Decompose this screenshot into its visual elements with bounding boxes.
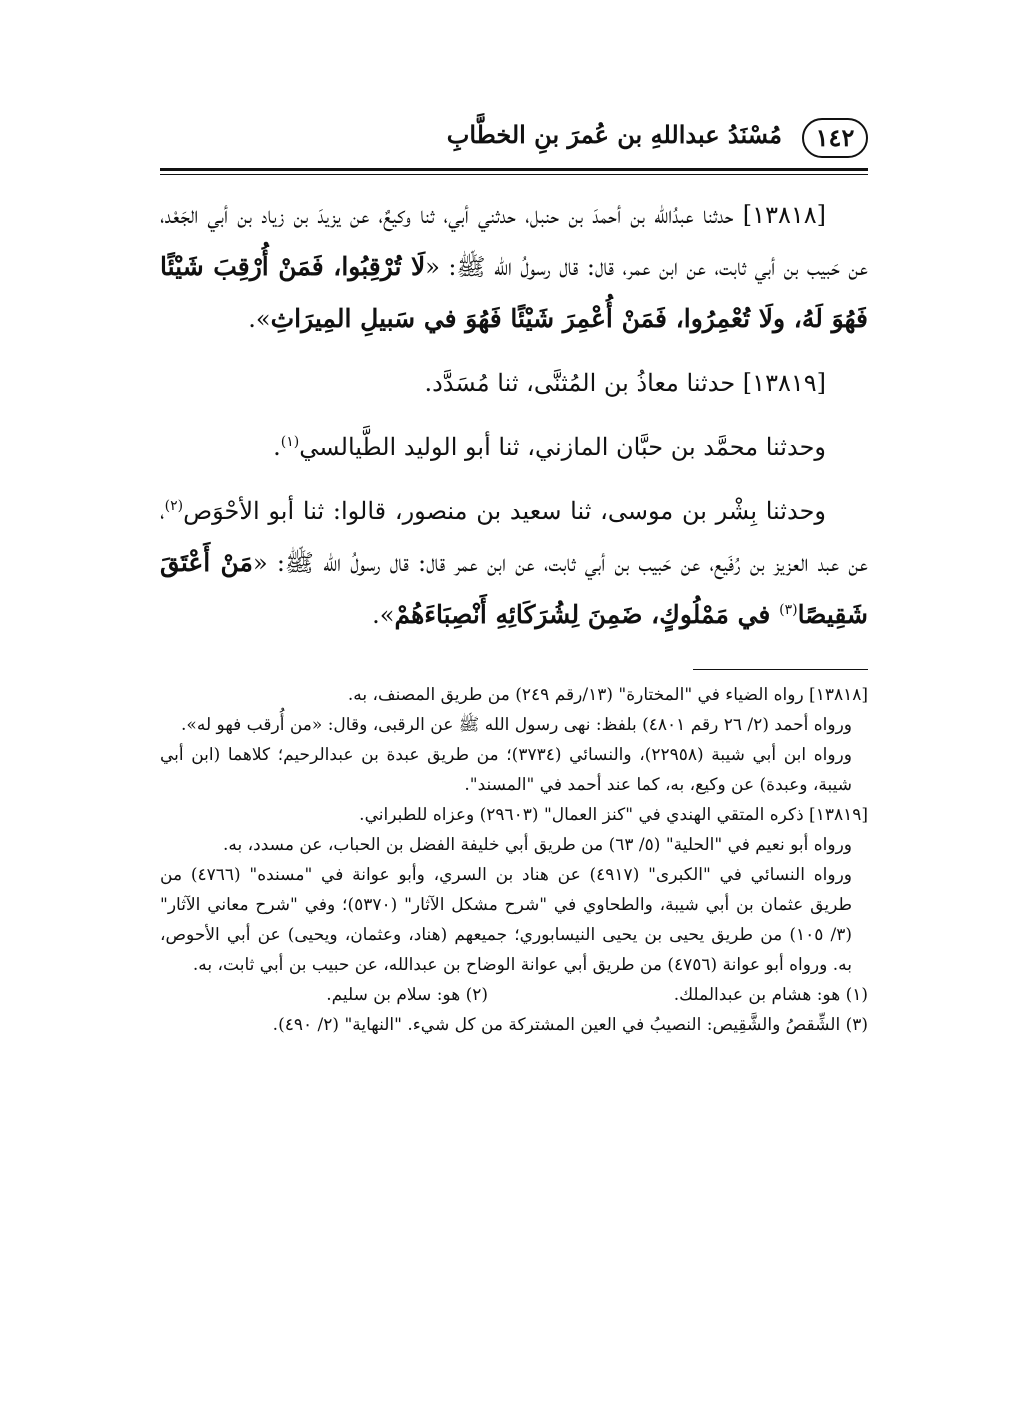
paragraph-chain-3: [160, 486, 868, 641]
footnote-13819-main: [١٣٨١٩] ذكره المتقي الهندي في "كنز العمال" (٢٩٦٠٣) وعزاه للطبراني.: [359, 805, 868, 825]
footnote-ref-1[interactable]: (١): [280, 434, 300, 450]
hadith-text-13819-b: في مَمْلُوكٍ، ضَمِنَ لِشُرَكَائِهِ أَنْصِبَاءَهُمْ: [394, 600, 780, 629]
main-text: [160, 190, 868, 641]
page-number: ١٤٢: [802, 118, 868, 158]
footnote-13818-ahmad: ورواه أحمد (٢/ ٢٦ رقم ٤٨٠١) بلفظ: نهى رسول الله ﷺ عن الرقبى، وقال: «من أُرقب فهو له».: [181, 715, 852, 735]
chain-3-text-a: وحدثنا بِشْر بن موسى، ثنا سعيد بن منصور، قالوا: ثنا أبو الأحْوَص: [183, 497, 826, 525]
document-page: [160, 112, 868, 1040]
chain-3-text-b: ، عن عبد العزيز بن رُفَيع، عن حَبيب بن أبي ثابت، عن ابن عمر قال: قال رسولُ الله ﷺ: «: [160, 497, 868, 577]
footnote-13819-abu-nuaym: ورواه أبو نعيم في "الحلية" (٥/ ٦٣) من طريق أبي خليفة الفضل بن الحباب، عن مسدد، به.: [223, 835, 852, 855]
header-rule-thin: [160, 174, 868, 175]
quote-end: ».: [372, 601, 395, 629]
footnote-ref-2[interactable]: (٢): [164, 498, 184, 514]
footnote-13818-main: [١٣٨١٨] رواه الضياء في "المختارة" (١٣/رقم ٢٤٩) من طريق المصنف، به.: [347, 685, 868, 705]
chain-2-end: .: [273, 433, 281, 461]
paragraph-chain-2: [160, 422, 868, 473]
page-header: [160, 112, 868, 174]
note-2: (٢) هو: سلام بن سليم.: [326, 985, 488, 1005]
hadith-text-13819-a: مَنْ أَعْتَقَ شَقِيصًا: [160, 548, 868, 629]
footnote-13818-ibn-abi-shayba: ورواه ابن أبي شيبة (٢٢٩٥٨)، والنسائي (٣٧٣٤)؛ من طريق عبدة بن عبدالرحيم؛ كلاهما (ابن أبي شيبة، وعبدة) عن وكيع، به، كما عند أحمد في "المسند".: [160, 745, 852, 795]
footnote-ref-3[interactable]: (٣): [779, 602, 798, 618]
footnote-separator: [693, 669, 868, 670]
footnote-13819-nasai: ورواه النسائي في "الكبرى" (٤٩١٧) عن هناد بن السري، وأبو عوانة في "مسنده" (٤٧٦٦) من طريق عثمان بن أبي شيبة، والطحاوي في "شرح مشكل الآثار" (٥٣٧٠)؛ وفي "شرح معاني الآثار" (٣/ ١٠٥) من طريق يحيى بن يحيى النيسابوري؛ جميعهم (هناد، وعثمان، ويحيى) عن أبي الأحوص، به. ورواه أبو عوانة (٤٧٥٦) من طريق أبي عوانة الوضاح بن عبدالله، عن حبيب بن أبي ثابت، به.: [160, 865, 852, 975]
note-1: (١) هو: هشام بن عبدالملك.: [673, 985, 868, 1005]
footnote-notes-1-2: [160, 980, 868, 1010]
paragraph-13818: [160, 190, 868, 345]
note-3: (٣) الشِّقصُ والشَّقِيص: النصيبُ في العين المشتركة من كل شيء. "النهاية" (٢/ ٤٩٠).: [272, 1015, 868, 1035]
isnad-13818: [١٣٨١٨] حدثنا عبدُالله بن أحمدَ بن حنبل، حدثني أبي، ثنا وكيعٌ، عن يزيدَ بن زياد بن أبي الجَعْد، عن حَبيب بن أبي ثابت، عن ابن عمر، قال: قال رسولُ الله ﷺ: «: [160, 201, 868, 281]
header-rule-thick: [160, 168, 868, 171]
quote-end: ».: [248, 305, 271, 333]
running-title: مُسْنَدُ عبداللهِ بن عُمرَ بنِ الخطَّابِ: [446, 120, 782, 149]
hadith-text-13818: لَا تُرْقِبُوا، فَمَنْ أُرْقِبَ شَيْئًا فَهُوَ لَهُ، ولَا تُعْمِرُوا، فَمَنْ أُعْمِرَ شَيْئًا فَهُوَ في سَبيلِ المِيرَاثِ: [160, 252, 868, 333]
chain-2-text: وحدثنا محمَّد بن حبَّان المازني، ثنا أبو الوليد الطَّيالسي: [299, 433, 826, 461]
footnotes: [160, 680, 868, 1040]
paragraph-13819: [160, 358, 868, 409]
isnad-13819: [١٣٨١٩] حدثنا معاذُ بن المُثنَّى، ثنا مُسَدَّد.: [424, 369, 826, 397]
